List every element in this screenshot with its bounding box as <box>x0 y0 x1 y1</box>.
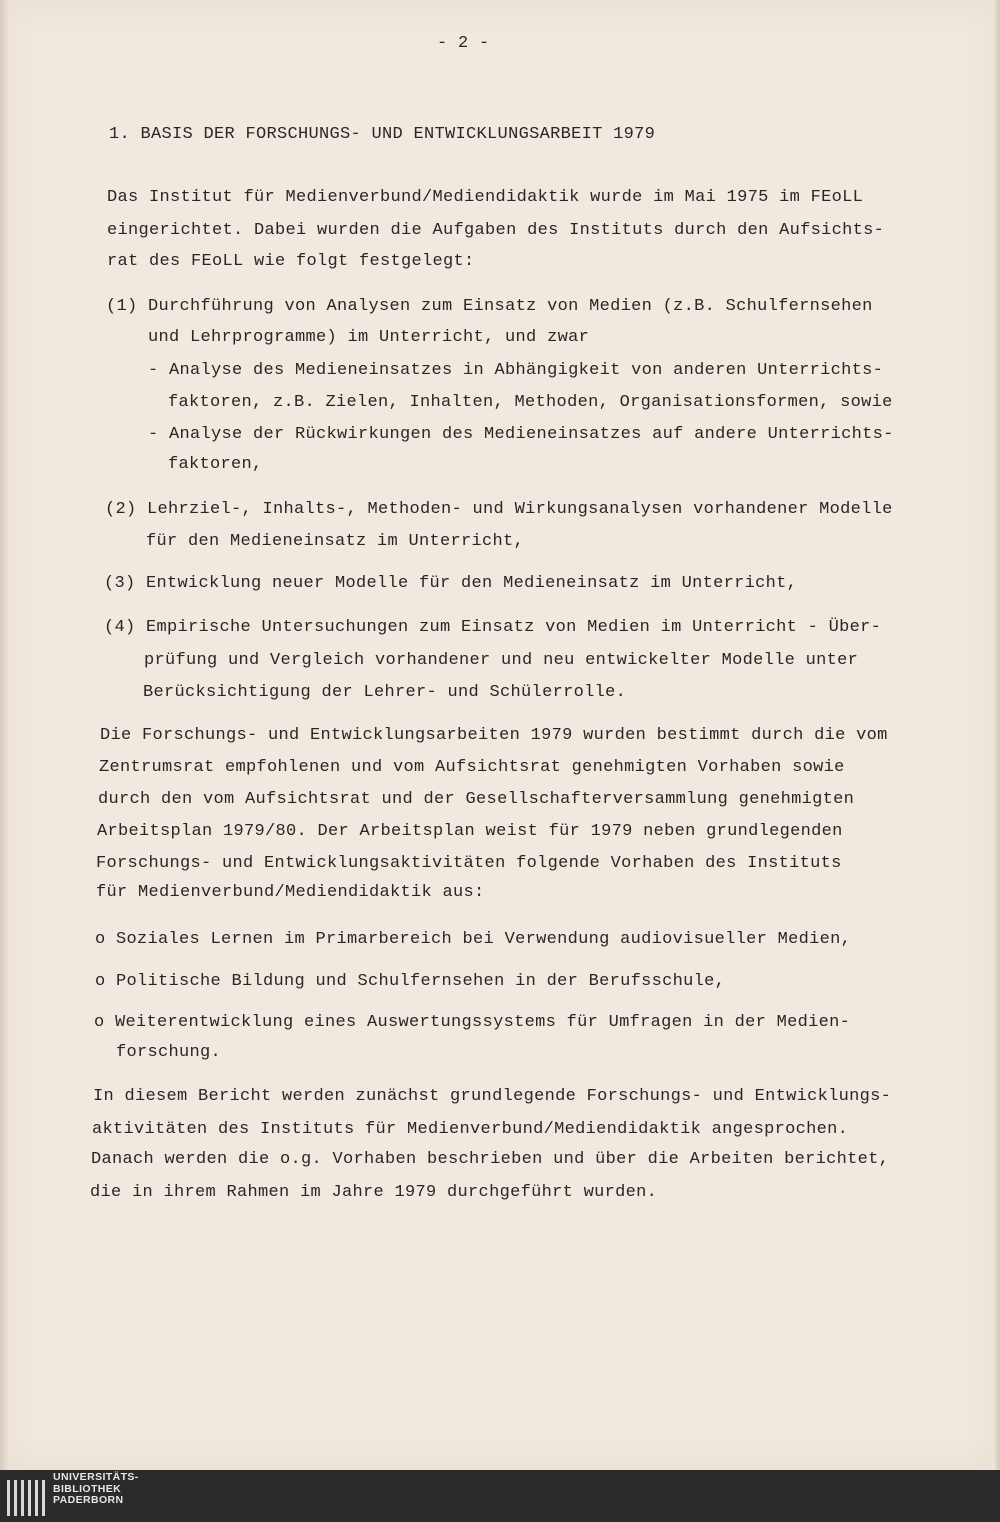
text-line: Forschungs- und Entwicklungsaktivitäten folgende Vorhaben des Instituts <box>96 854 842 873</box>
text-line: Danach werden die o.g. Vorhaben beschrieben und über die Arbeiten berichtet, <box>91 1150 890 1169</box>
logo-line: UNIVERSITÄTS- <box>53 1471 139 1483</box>
logo-line: BIBLIOTHEK <box>53 1482 122 1495</box>
library-footer-bar <box>0 1470 1000 1522</box>
list-item: o Soziales Lernen im Primarbereich bei Verwendung audiovisueller Medien, <box>95 930 852 949</box>
page-left-edge <box>0 0 10 1470</box>
page-number: - 2 - <box>437 34 490 53</box>
text-line: eingerichtet. Dabei wurden die Aufgaben des Instituts durch den Aufsichts- <box>107 221 885 240</box>
logo-line: PADERBORN <box>53 1494 124 1506</box>
text-line: prüfung und Vergleich vorhandener und neu entwickelter Modelle unter <box>144 651 859 670</box>
text-line: (1) Durchführung von Analysen zum Einsatz von Medien (z.B. Schulfernsehen <box>106 297 873 316</box>
text-line: Die Forschungs- und Entwicklungsarbeiten 1979 wurden bestimmt durch die vom <box>100 726 888 745</box>
text-line: (2) Lehrziel-, Inhalts-, Methoden- und Wirkungsanalysen vorhandener Modelle <box>105 500 893 519</box>
text-line: Das Institut für Medienverbund/Mediendidaktik wurde im Mai 1975 im FEoLL <box>107 188 864 207</box>
text-line: faktoren, z.B. Zielen, Inhalten, Methoden, Organisationsformen, sowie <box>168 393 893 412</box>
list-item: o Weiterentwicklung eines Auswertungssystems für Umfragen in der Medien- <box>94 1013 851 1032</box>
text-line: - Analyse des Medieneinsatzes in Abhängigkeit von anderen Unterrichts- <box>148 361 884 380</box>
text-line: In diesem Bericht werden zunächst grundlegende Forschungs- und Entwicklungs- <box>93 1087 892 1106</box>
text-line: faktoren, <box>168 455 263 474</box>
page-right-edge <box>992 0 1000 1470</box>
library-logo-icon <box>6 1478 46 1518</box>
text-line: für Medienverbund/Mediendidaktik aus: <box>96 883 485 902</box>
text-line: Berücksichtigung der Lehrer- und Schülerrolle. <box>143 683 627 702</box>
list-item-continuation: forschung. <box>116 1043 222 1062</box>
text-line: (3) Entwicklung neuer Modelle für den Medieneinsatz im Unterricht, <box>104 574 798 593</box>
text-line: rat des FEoLL wie folgt festgelegt: <box>107 252 475 271</box>
text-line: aktivitäten des Instituts für Medienverbund/Mediendidaktik angesprochen. <box>92 1120 849 1139</box>
text-line: die in ihrem Rahmen im Jahre 1979 durchgeführt wurden. <box>90 1183 658 1202</box>
text-line: (4) Empirische Untersuchungen zum Einsatz von Medien im Unterricht - Über- <box>104 618 882 637</box>
text-line: Arbeitsplan 1979/80. Der Arbeitsplan weist für 1979 neben grundlegenden <box>97 822 843 841</box>
text-line: durch den vom Aufsichtsrat und der Gesellschafterversammlung genehmigten <box>98 790 855 809</box>
text-line: und Lehrprogramme) im Unterricht, und zwar <box>148 328 590 347</box>
text-line: Zentrumsrat empfohlenen und vom Aufsichtsrat genehmigten Vorhaben sowie <box>99 758 845 777</box>
section-heading: 1. BASIS DER FORSCHUNGS- UND ENTWICKLUNGSARBEIT 1979 <box>109 125 656 144</box>
library-logo-text <box>53 1472 139 1507</box>
list-item: o Politische Bildung und Schulfernsehen in der Berufsschule, <box>95 972 726 991</box>
text-line: für den Medieneinsatz im Unterricht, <box>146 532 525 551</box>
text-line: - Analyse der Rückwirkungen des Medieneinsatzes auf andere Unterrichts- <box>148 425 894 444</box>
